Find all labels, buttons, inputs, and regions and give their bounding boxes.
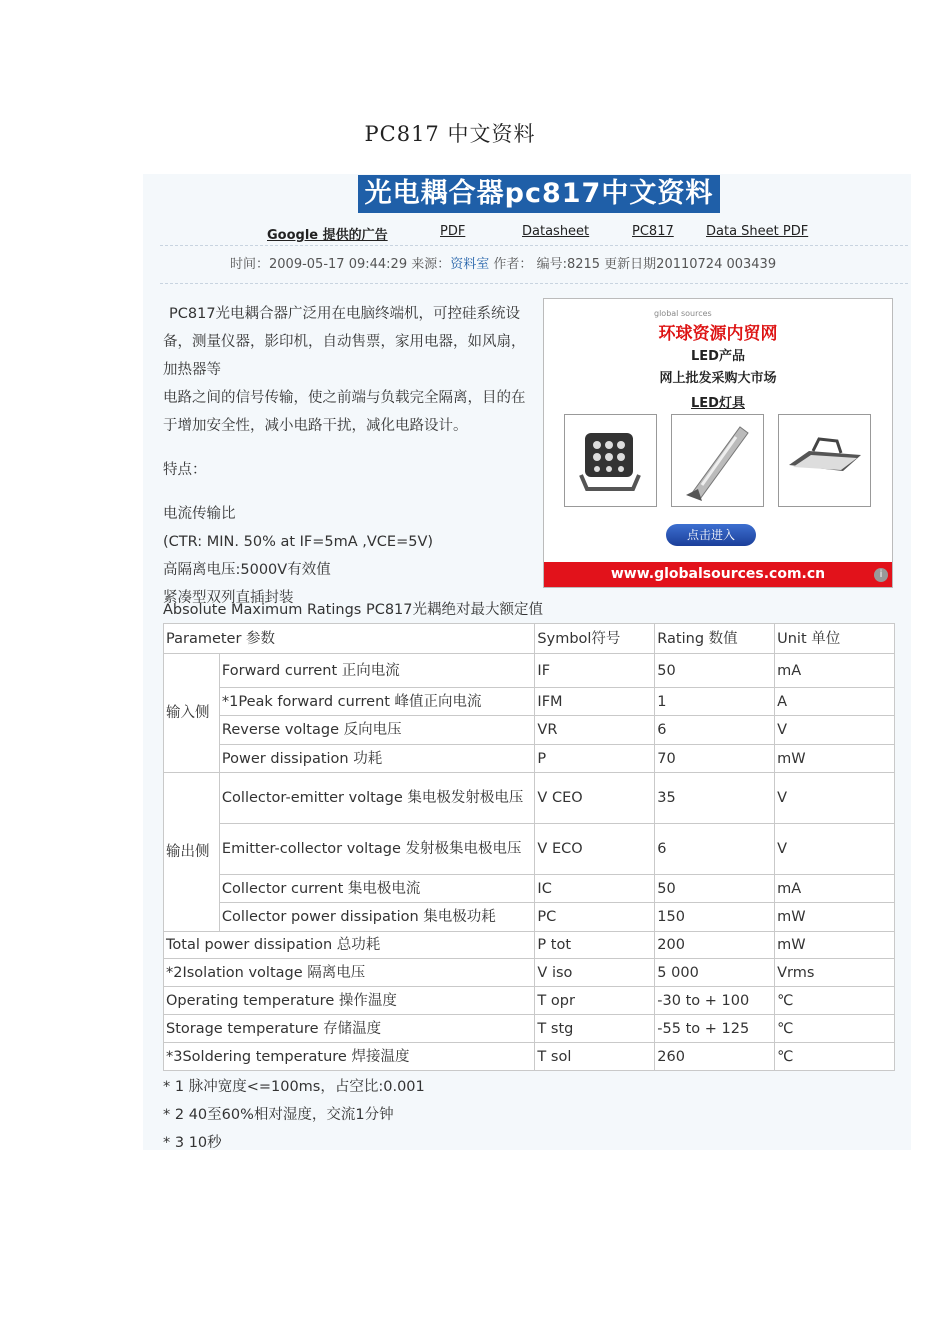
ad-line-2: 网上批发采购大市场 (659, 371, 777, 386)
intro-paragraph-1: PC817光电耦合器广泛用在电脑终端机，可控硅系统设备，测量仪器，影印机，自动售票，家用电器，如风扇，加热器等 (163, 306, 526, 378)
cell-parameter: Reverse voltage 反向电压 (219, 716, 535, 745)
author-label: 作者： (493, 257, 533, 272)
ad-headline: 环球资源内贸网 (658, 324, 778, 344)
header-parameter: Parameter 参数 (164, 624, 535, 654)
cell-symbol: T opr (535, 987, 655, 1015)
table-row (164, 932, 895, 959)
article-meta (230, 253, 776, 272)
cell-rating: 50 (655, 654, 775, 688)
cell-unit: V (775, 824, 895, 875)
ad-link-bar (162, 222, 910, 244)
table-row (164, 688, 895, 716)
cell-symbol: T stg (535, 1015, 655, 1043)
cell-rating: 6 (655, 824, 775, 875)
cell-unit: mA (775, 875, 895, 903)
cell-unit: ℃ (775, 1043, 895, 1071)
cell-parameter: Collector power dissipation 集电极功耗 (219, 903, 535, 932)
cell-symbol: IC (535, 875, 655, 903)
feature-isolation: 高隔离电压:5000V有效值 (163, 562, 331, 578)
ad-link-data-sheet-pdf[interactable]: Data Sheet PDF (706, 224, 809, 239)
cell-rating: 6 (655, 716, 775, 745)
cell-unit: Vrms (775, 959, 895, 987)
cell-symbol: PC (535, 903, 655, 932)
cell-unit: mA (775, 654, 895, 688)
header-rating: Rating 数值 (655, 624, 775, 654)
feature-ctr-detail: (CTR: MIN. 50% at IF=5mA ,VCE=5V) (163, 534, 434, 550)
cell-parameter: Forward current 正向电流 (219, 654, 535, 688)
table-row (164, 959, 895, 987)
cell-parameter: Emitter-collector voltage 发射极集电极电压 (219, 824, 535, 875)
cell-parameter: *1Peak forward current 峰值正向电流 (219, 688, 535, 716)
info-icon[interactable]: i (874, 568, 888, 582)
cell-rating: 1 (655, 688, 775, 716)
header-unit: Unit 单位 (775, 624, 895, 654)
cell-symbol: V iso (535, 959, 655, 987)
header-symbol: Symbol符号 (535, 624, 655, 654)
ad-banner[interactable] (543, 298, 893, 588)
footnote-3: * 3 10秒 (163, 1135, 222, 1151)
publish-time: 2009-05-17 09:44:29 (269, 257, 408, 272)
cell-parameter: Operating temperature 操作温度 (164, 987, 535, 1015)
table-row (164, 773, 895, 824)
table-row (164, 903, 895, 932)
cell-symbol: P tot (535, 932, 655, 959)
intro-text (163, 300, 535, 594)
cell-rating: -55 to + 125 (655, 1015, 775, 1043)
table-row (164, 654, 895, 688)
footnote-1: * 1 脉冲宽度<=100ms，占空比:0.001 (163, 1079, 425, 1095)
ratings-table (163, 623, 895, 1071)
feature-ctr: 电流传输比 (163, 506, 236, 522)
highbay-light-image[interactable] (778, 414, 871, 507)
cell-symbol: VR (535, 716, 655, 745)
cell-rating: 200 (655, 932, 775, 959)
divider (160, 283, 908, 284)
source-label: 来源： (411, 257, 451, 272)
table-row (164, 1043, 895, 1071)
cell-parameter: *2Isolation voltage 隔离电压 (164, 959, 535, 987)
cell-parameter: Collector-emitter voltage 集电极发射极电压 (219, 773, 535, 824)
cell-rating: 260 (655, 1043, 775, 1071)
cell-parameter: Power dissipation 功耗 (219, 745, 535, 773)
ad-url-bar[interactable]: www.globalsources.com.cn (544, 562, 892, 587)
cell-unit: mW (775, 932, 895, 959)
footnotes (163, 1073, 425, 1157)
ad-line-1: LED产品 (691, 349, 745, 364)
cell-rating: 150 (655, 903, 775, 932)
cell-rating: 5 000 (655, 959, 775, 987)
cell-symbol: IFM (535, 688, 655, 716)
table-row (164, 824, 895, 875)
document-title: PC817 中文资料 (364, 122, 536, 146)
cell-parameter: Storage temperature 存储温度 (164, 1015, 535, 1043)
group-label-input: 输入侧 (164, 654, 220, 773)
cell-symbol: IF (535, 654, 655, 688)
cell-rating: 50 (655, 875, 775, 903)
table-header-row (164, 624, 895, 654)
cell-symbol: V ECO (535, 824, 655, 875)
cell-unit: mW (775, 903, 895, 932)
ad-line-3: LED灯具 (691, 396, 745, 411)
cell-unit: ℃ (775, 987, 895, 1015)
cell-parameter: *3Soldering temperature 焊接温度 (164, 1043, 535, 1071)
cell-unit: V (775, 773, 895, 824)
cell-parameter: Total power dissipation 总功耗 (164, 932, 535, 959)
time-label: 时间： (230, 257, 270, 272)
cell-symbol: T sol (535, 1043, 655, 1071)
table-row (164, 716, 895, 745)
ad-enter-button[interactable]: 点击进入 (666, 524, 756, 546)
cell-symbol: P (535, 745, 655, 773)
table-title: Absolute Maximum Ratings PC817光耦绝对最大额定值 (163, 602, 543, 618)
table-row (164, 1015, 895, 1043)
cell-unit: V (775, 716, 895, 745)
cell-rating: 70 (655, 745, 775, 773)
cell-unit: mW (775, 745, 895, 773)
table-row (164, 875, 895, 903)
feature-package (163, 584, 535, 594)
cell-parameter: Collector current 集电极电流 (219, 875, 535, 903)
cell-rating: 35 (655, 773, 775, 824)
ad-link-datasheet[interactable]: Datasheet (522, 224, 590, 239)
cell-unit: ℃ (775, 1015, 895, 1043)
ad-brand: global sources (654, 309, 712, 318)
source-link[interactable]: 资料室 (450, 257, 490, 272)
google-ads-label[interactable]: Google 提供的广告 (267, 228, 388, 243)
intro-paragraph-2: 电路之间的信号传输，使之前端与负载完全隔离，目的在于增加安全性，减小电路干扰，减化电路设计。 (163, 390, 526, 434)
cell-rating: -30 to + 100 (655, 987, 775, 1015)
article-banner-title: 光电耦合器pc817中文资料 (358, 175, 720, 213)
updated-date: 更新日期20110724 003439 (604, 257, 777, 272)
ad-link-pc817[interactable]: PC817 (632, 224, 674, 239)
streetlight-image[interactable] (671, 414, 764, 507)
divider (160, 245, 908, 246)
ad-link-pdf[interactable]: PDF (440, 224, 466, 239)
cell-unit: A (775, 688, 895, 716)
features-label: 特点： (163, 462, 207, 478)
group-label-output: 输出侧 (164, 773, 220, 932)
table-row (164, 987, 895, 1015)
floodlight-image[interactable] (564, 414, 657, 507)
cell-symbol: V CEO (535, 773, 655, 824)
footnote-2: * 2 40至60%相对湿度，交流1分钟 (163, 1107, 394, 1123)
table-row (164, 745, 895, 773)
article-id: 编号:8215 (536, 257, 601, 272)
